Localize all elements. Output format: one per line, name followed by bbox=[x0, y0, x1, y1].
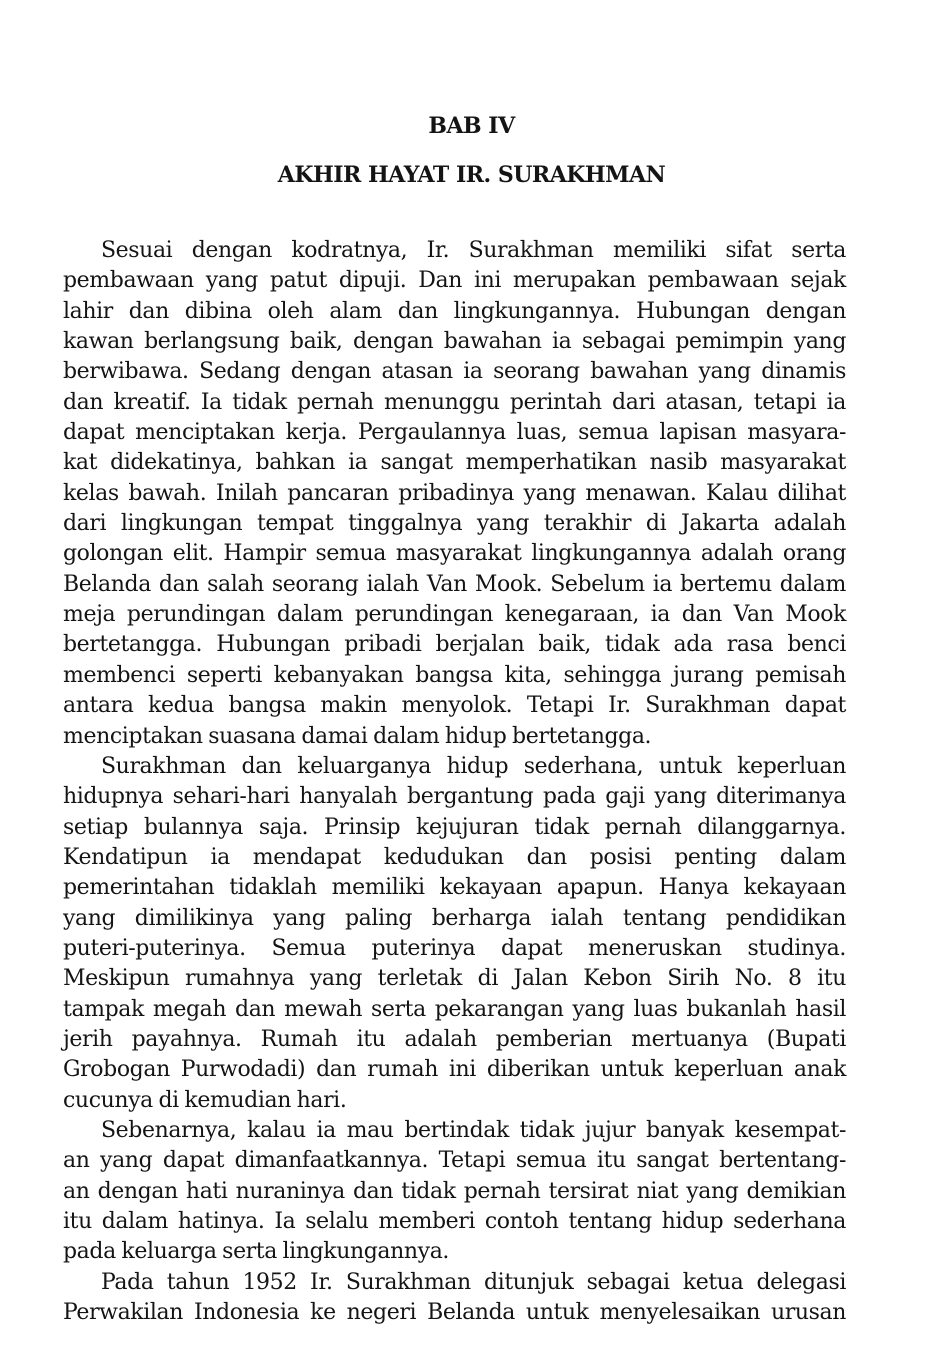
text-line: Surakhman dan keluarganya hidup sederhana, untuk keperluan bbox=[101, 753, 846, 779]
paragraph-4 bbox=[63, 1268, 846, 1329]
text-line: lahir dan dibina oleh alam dan lingkungannya. Hubungan dengan bbox=[63, 298, 846, 324]
text-line: kelas bawah. Inilah pancaran pribadinya yang menawan. Kalau dilihat bbox=[63, 480, 846, 506]
text-line: Belanda dan salah seorang ialah Van Mook. Sebelum ia bertemu dalam bbox=[63, 571, 846, 597]
paragraph-2 bbox=[63, 752, 846, 1116]
text-line: yang dimilikinya yang paling berharga ialah tentang pendidikan bbox=[63, 905, 846, 931]
text-line: menciptakan suasana damai dalam hidup bertetangga. bbox=[63, 723, 652, 749]
text-line: itu dalam hatinya. Ia selalu memberi contoh tentang hidup sederhana bbox=[63, 1209, 846, 1234]
text-line: Kendatipun ia mendapat kedudukan dan posisi penting dalam bbox=[63, 844, 846, 870]
text-line: Pada tahun 1952 Ir. Surakhman ditunjuk sebagai ketua delegasi bbox=[101, 1269, 846, 1295]
text-line: an dengan hati nuraninya dan tidak pernah tersirat niat yang demikian bbox=[63, 1178, 846, 1204]
text-line: dari lingkungan tempat tinggalnya yang terakhir di Jakarta adalah bbox=[63, 511, 846, 537]
chapter-label: BAB IV bbox=[428, 113, 515, 139]
text-line: Perwakilan Indonesia ke negeri Belanda untuk menyelesaikan urusan bbox=[63, 1300, 846, 1326]
text-line: hidupnya sehari-hari hanyalah bergantung pada gaji yang diterimanya bbox=[63, 784, 846, 810]
text-line: kawan berlangsung baik, dengan bawahan ia sebagai pemimpin yang bbox=[63, 329, 846, 355]
text-line: membenci seperti kebanyakan bangsa kita, sehingga jurang pemisah bbox=[63, 662, 846, 688]
text-line: setiap bulannya saja. Prinsip kejujuran tidak pernah dilanggarnya. bbox=[63, 814, 846, 840]
text-line: an yang dapat dimanfaatkannya. Tetapi semua itu sangat bertentang- bbox=[63, 1148, 846, 1174]
text-line: Meskipun rumahnya yang terletak di Jalan Kebon Sirih No. 8 itu bbox=[63, 966, 846, 992]
chapter-title: AKHIR HAYAT IR. SURAKHMAN bbox=[277, 162, 666, 188]
text-line: meja perundingan dalam perundingan kenegaraan, ia dan Van Mook bbox=[63, 602, 846, 628]
text-line: Sebenarnya, kalau ia mau bertindak tidak jujur banyak kesempat- bbox=[101, 1117, 846, 1143]
text-line: dapat menciptakan kerja. Pergaulannya luas, semua lapisan masyara- bbox=[63, 420, 846, 446]
text-line: kat didekatinya, bahkan ia sangat memperhatikan nasib masyarakat bbox=[63, 450, 846, 476]
text-line: jerih payahnya. Rumah itu adalah pemberian mertuanya (Bupati bbox=[63, 1026, 846, 1052]
text-line: tampak megah dan mewah serta pekarangan yang luas bukanlah hasil bbox=[63, 996, 846, 1022]
paragraph-1 bbox=[63, 236, 846, 752]
text-line: dan kreatif. Ia tidak pernah menunggu perintah dari atasan, tetapi ia bbox=[63, 389, 846, 415]
text-line: bertetangga. Hubungan pribadi berjalan baik, tidak ada rasa benci bbox=[63, 632, 846, 658]
text-line: Grobogan Purwodadi) dan rumah ini diberikan untuk keperluan anak bbox=[63, 1057, 846, 1083]
text-line: berwibawa. Sedang dengan atasan ia seorang bawahan yang dinamis bbox=[63, 359, 846, 385]
text-line: antara kedua bangsa makin menyolok. Tetapi Ir. Surakhman dapat bbox=[63, 693, 846, 719]
text-line: golongan elit. Hampir semua masyarakat lingkungannya adalah orang bbox=[63, 541, 846, 567]
text-line: pemerintahan tidaklah memiliki kekayaan apapun. Hanya kekayaan bbox=[63, 875, 846, 901]
text-line: Sesuai dengan kodratnya, Ir. Surakhman memiliki sifat serta bbox=[101, 238, 846, 263]
text-line: cucunya di kemudian hari. bbox=[63, 1087, 347, 1113]
paragraph-3 bbox=[63, 1116, 846, 1268]
body-text bbox=[63, 236, 846, 1328]
text-line: pada keluarga serta lingkungannya. bbox=[63, 1239, 450, 1265]
text-line: pembawaan yang patut dipuji. Dan ini merupakan pembawaan sejak bbox=[63, 268, 846, 294]
text-line: puteri-puterinya. Semua puterinya dapat meneruskan studinya. bbox=[63, 935, 846, 961]
